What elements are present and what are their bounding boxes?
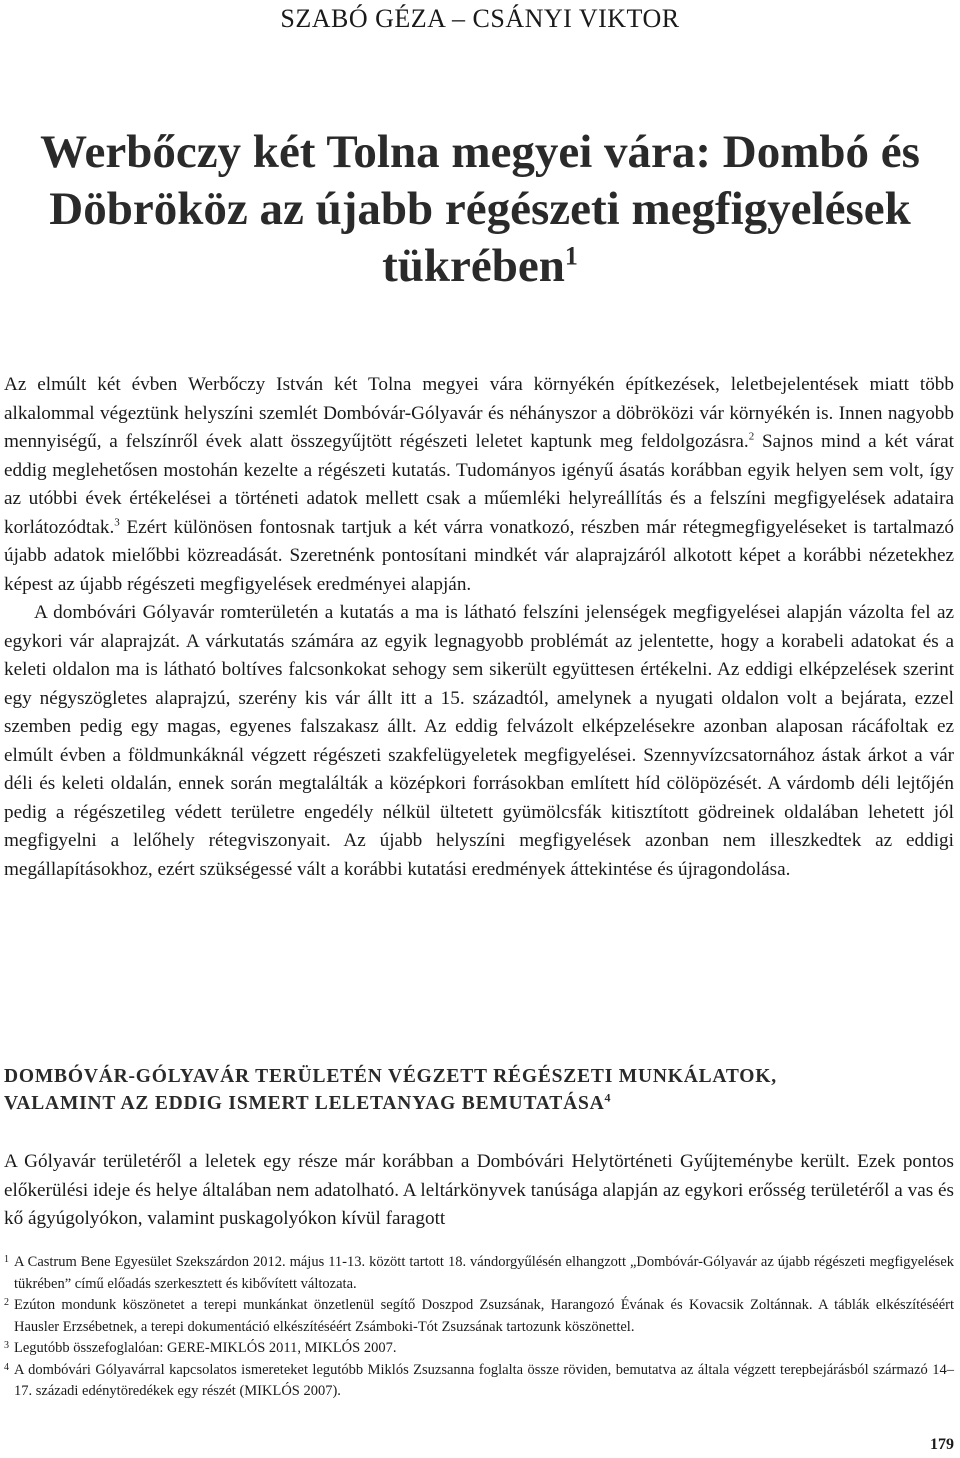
section-heading bbox=[4, 1063, 940, 1117]
footnotes bbox=[4, 1252, 954, 1403]
section-heading-line-2: VALAMINT AZ EDDIG ISMERT LELETANYAG BEMUTATÁSA bbox=[4, 1093, 605, 1114]
intro-paragraph-2: A dombóvári Gólyavár romterületén a kutatás a ma is látható felszíni jelenségek megfigyelései alapján vázolta fel az egykori vár alaprajzát. A várkutatás számára az egyik legnagyobb problémát az jelentette, hogy a korabeli adatokat és a keleti oldalon ma is látható boltíves falcsonkokat sehogy sem sikerült együttesen értékelni. Az eddigi elképzelések szerint egy négyszögletes alaprajzú, szerény kis vár állt itt a 15. századtól, amelynek a nyugati oldalon volt a bejárata, ezzel szemben pedig egy magas, egyenes falszakasz állt. Az eddig felvázolt elképzelésekre azonban alaposan rácáfoltak ez elmúlt évben a földmunkáknál végzett régészeti szakfelügyeletek megfigyelései. Szennyvízcsatornához ástak árkot a vár déli és keleti oldalán, ennek során megtalálták a középkori forrásokban említett híd cölöpözését. A várdomb déli lejtőjén pedig a régészetileg védett területre engedély nélkül ültetett gyümölcsfák kitisztított gödreinek oldalában lehetett jól megfigyelni a lelőhely rétegviszonyait. Az újabb helyszíni megfigyelések azonban nem illeszkedtek az eddigi megállapításokhoz, ezért szükségessé vált a korábbi kutatási eredmények áttekintése és újragondolása. bbox=[4, 602, 954, 880]
running-head-authors: SZABÓ GÉZA – CSÁNYI VIKTOR bbox=[280, 4, 680, 33]
footnote-text: Ezúton mondunk köszönetet a terepi munkánkat önzetlenül segítő Doszpod Zsuzsának, Harangozó Évának és Kovacsik Zoltánnak. A táblák elkészítéséért Hausler Erzsébetnek, a terepi dokumentáció elkészítéséért Zsámboki-Tót Zsuzsának tartozunk köszönettel. bbox=[14, 1297, 954, 1335]
footnote-ref-2[interactable]: 2 bbox=[748, 430, 755, 443]
intro-paragraph-1 bbox=[4, 371, 954, 599]
paragraph-text: Ezért különösen fontosnak tartjuk a két várra vonatkozó, részben már rétegmegfigyeléseket is tartalmazó újabb adatok mielőbbi közreadását. Szeretnénk pontosítani mindkét vár alaprajzáról alkotott képet a korábbi nézetekhez képest az újabb régészeti megfigyelések eredményei alapján. bbox=[4, 516, 954, 595]
paragraph-text: Az elmúlt két évben Werbőczy István két Tolna megyei vára környékén építkezések, leletbejelentések miatt több alkalommal végeztünk helyszíni szemlét Dombóvár-Gólyavár és néhányszor a döbröközi vár környékén is. Innen nagyobb mennyiségű, a felszínről évek alatt összegyűjtött régészeti leletet kaptunk meg feldolgozásra. bbox=[4, 374, 954, 452]
footnote-text: A dombóvári Gólyavárral kapcsolatos ismereteket legutóbb Miklós Zsuzsanna foglalta össze röviden, bemutatva az általa végzett terepbejárásból származó 14–17. századi edénytöredékek egy részét (MIKLÓS 2007). bbox=[14, 1361, 954, 1399]
footnote-3 bbox=[4, 1338, 954, 1360]
footnote-1 bbox=[4, 1252, 954, 1295]
section-paragraph-1: A Gólyavár területéről a leletek egy része már korábban a Dombóvári Helytörténeti Gyűjteménybe került. Ezek pontos előkerülési ideje és helye általában nem adatolható. A leltárkönyvek tanúsága alapján az egykori erősség területéről a vas és kő ágyúgolyókon, valamint puskagolyókon kívül faragott bbox=[4, 1151, 954, 1229]
section-heading-line-1: DOMBÓVÁR-GÓLYAVÁR TERÜLETÉN VÉGZETT RÉGÉSZETI MUNKÁLATOK, bbox=[4, 1066, 777, 1087]
section-body bbox=[4, 1148, 954, 1234]
intro-section bbox=[4, 371, 954, 884]
footnote-text: Legutóbb összefoglalóan: GERE-MIKLÓS 2011, MIKLÓS 2007. bbox=[14, 1340, 397, 1356]
page-number: 179 bbox=[930, 1436, 954, 1453]
footnote-number: 3 bbox=[4, 1340, 9, 1351]
article-title bbox=[30, 124, 930, 295]
article-title-text: Werbőczy két Tolna megyei vára: Dombó és Döbrököz az újabb régészeti megfigyelések tükrében bbox=[40, 126, 920, 292]
title-footnote-ref[interactable]: 1 bbox=[564, 241, 578, 271]
footnote-number: 4 bbox=[4, 1361, 9, 1373]
footnote-number: 2 bbox=[4, 1297, 9, 1308]
footnote-ref-3[interactable]: 3 bbox=[114, 516, 120, 529]
footnote-number: 1 bbox=[4, 1254, 9, 1265]
footnote-text: A Castrum Bene Egyesület Szekszárdon 2012. május 11-13. között tartott 18. vándorgyűlésén elhangzott „Dombóvár-Gólyavár az újabb régészeti megfigyelések tükrében” című előadás szerkesztett és kibővített változata. bbox=[14, 1254, 954, 1292]
footnote-2 bbox=[4, 1295, 954, 1338]
footnote-ref-4[interactable]: 4 bbox=[604, 1090, 612, 1105]
paragraph-text: Sajnos mind a két várat eddig meglehetősen mostohán kezelte a régészeti kutatás. Tudományos igényű ásatás korábban egyik helyen sem volt, így az utóbbi évek értékelései a történeti adatok mellett csak a műemléki helyreállítás és a felszíni megfigyelések adataira korlátozódtak. bbox=[4, 431, 954, 538]
footnote-4 bbox=[4, 1360, 954, 1403]
